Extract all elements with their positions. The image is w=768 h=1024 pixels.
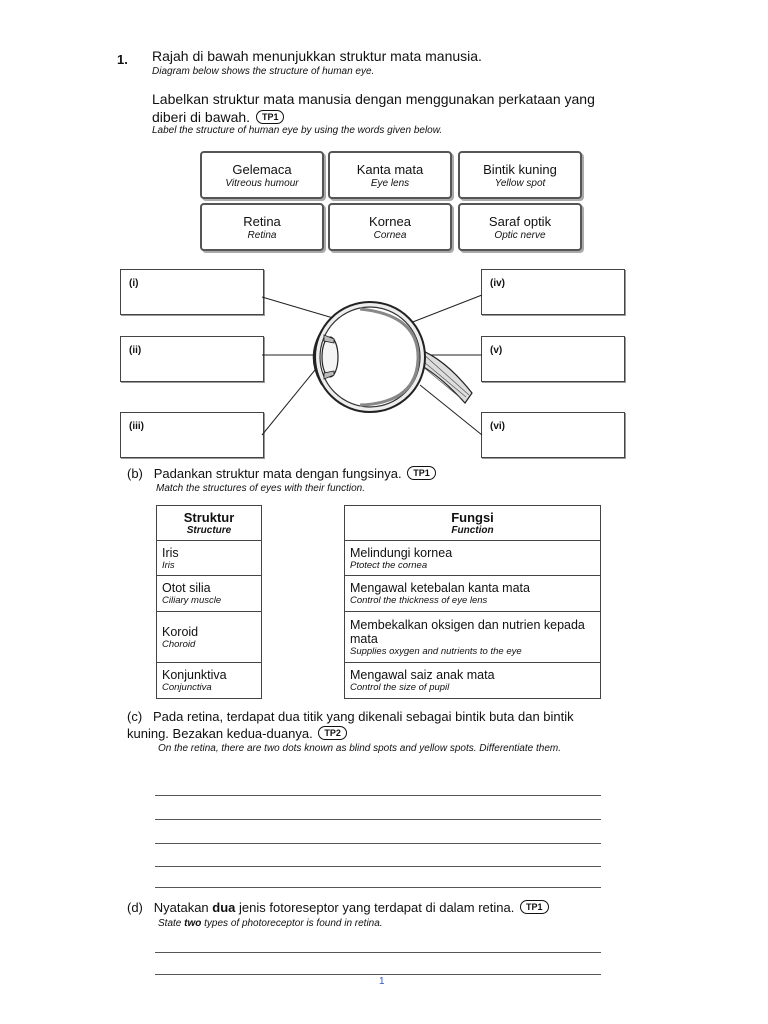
part-b-label: (b) [127, 466, 143, 481]
part-d-text-english [158, 918, 383, 929]
function-cell[interactable] [345, 663, 601, 699]
intro-text-malay: Rajah di bawah menunjukkan struktur mata manusia. [152, 48, 482, 64]
word-malay: Retina [243, 213, 281, 229]
answer-label: (i) [129, 278, 139, 289]
answer-box-i[interactable] [120, 269, 264, 315]
intro-text-english: Diagram below shows the structure of human eye. [152, 66, 375, 77]
tp-badge: TP1 [520, 900, 549, 914]
structure-malay: Konjunktiva [162, 668, 227, 682]
answer-label: (ii) [129, 345, 142, 356]
part-d-text-before: Nyatakan [153, 900, 209, 915]
answer-line[interactable] [155, 866, 601, 867]
answer-label: (iii) [129, 421, 144, 432]
structure-malay: Iris [162, 545, 179, 560]
answer-line[interactable] [155, 952, 601, 953]
structure-header-english: Structure [186, 525, 232, 536]
part-d-text-after: jenis fotoreseptor yang terdapat di dalam retina. [239, 900, 515, 915]
eye-diagram [260, 285, 485, 445]
structure-header-malay: Struktur [183, 510, 235, 525]
lens-shape [322, 337, 338, 377]
structure-english: Conjunctiva [162, 682, 212, 693]
structure-english: Ciliary muscle [162, 595, 222, 606]
part-d-heading [127, 900, 549, 915]
part-d-label: (d) [127, 900, 143, 915]
word-malay: Kornea [369, 213, 411, 229]
word-english: Vitreous humour [225, 177, 299, 189]
structure-cell[interactable] [157, 663, 262, 699]
structure-header [157, 506, 262, 541]
answer-label: (v) [490, 345, 503, 356]
pointer-line-iii [262, 370, 315, 435]
part-d-text-bold: dua [212, 900, 236, 915]
structure-cell[interactable] [157, 612, 262, 663]
part-b-instruction-english: Match the structures of eyes with their function. [156, 483, 365, 494]
pointer-line-vi [420, 385, 482, 435]
part-a-instruction-text: Labelkan struktur mata manusia dengan menggunakan perkataan yang diberi di bawah. [152, 91, 595, 125]
word-box [328, 151, 452, 199]
structure-malay: Koroid [162, 624, 199, 639]
function-malay: Melindungi kornea [350, 545, 453, 560]
structure-table [156, 505, 262, 699]
part-a-instruction-malay [152, 90, 627, 126]
function-table [344, 505, 601, 699]
tp-badge: TP2 [318, 726, 347, 740]
part-c-heading [127, 708, 607, 742]
function-english: Control the size of pupil [350, 682, 450, 693]
part-d-english-bold: two [184, 918, 202, 929]
answer-label: (iv) [490, 278, 505, 289]
word-box [328, 203, 452, 251]
part-d-english-after: types of photoreceptor is found in retina. [204, 918, 383, 929]
function-malay: Membekalkan oksigen dan nutrien kepada mata [350, 617, 585, 646]
word-box [200, 151, 324, 199]
page-number: 1 [379, 976, 385, 987]
part-c-text-english: On the retina, there are two dots known as blind spots and yellow spots. Differentiate them. [158, 743, 561, 754]
part-c-text: Pada retina, terdapat dua titik yang dikenali sebagai bintik buta dan bintik kuning. Bezakan kedua-duanya. [127, 709, 574, 741]
answer-line[interactable] [155, 974, 601, 975]
answer-line[interactable] [155, 795, 601, 796]
function-cell[interactable] [345, 612, 601, 663]
word-english: Optic nerve [494, 229, 546, 241]
function-cell[interactable] [345, 541, 601, 576]
structure-cell[interactable] [157, 576, 262, 612]
function-cell[interactable] [345, 576, 601, 612]
function-english: Ptotect the cornea [350, 559, 428, 571]
function-malay: Mengawal saiz anak mata [350, 668, 495, 682]
word-malay: Saraf optik [488, 213, 552, 229]
answer-box-vi[interactable] [481, 412, 625, 458]
answer-line[interactable] [155, 843, 601, 844]
structure-english: Choroid [162, 638, 196, 650]
function-english: Control the thickness of eye lens [350, 595, 488, 606]
pointer-line-iv [405, 295, 482, 325]
answer-box-iv[interactable] [481, 269, 625, 315]
answer-line[interactable] [155, 887, 601, 888]
structure-malay: Otot silia [162, 581, 211, 595]
part-a-instruction-english: Label the structure of human eye by using the words given below. [152, 125, 443, 136]
tp-badge: TP1 [256, 110, 285, 124]
word-box [458, 151, 582, 199]
answer-box-iii[interactable] [120, 412, 264, 458]
answer-line[interactable] [155, 819, 601, 820]
part-b-heading [127, 466, 436, 481]
word-malay: Bintik kuning [483, 161, 557, 177]
answer-label: (vi) [490, 421, 505, 432]
function-header-english: Function [451, 525, 494, 536]
word-english: Yellow spot [494, 177, 546, 189]
part-d-english-before: State [158, 918, 182, 929]
function-header-malay: Fungsi [451, 510, 494, 525]
function-english: Supplies oxygen and nutrients to the eye [350, 645, 522, 657]
word-malay: Gelemaca [232, 161, 292, 177]
word-malay: Kanta mata [356, 161, 424, 177]
word-english: Eye lens [370, 177, 410, 189]
function-header [345, 506, 601, 541]
part-c-label: (c) [127, 709, 143, 724]
function-malay: Mengawal ketebalan kanta mata [350, 581, 530, 595]
tp-badge: TP1 [407, 466, 436, 480]
answer-box-v[interactable] [481, 336, 625, 382]
word-box [200, 203, 324, 251]
part-b-instruction: Padankan struktur mata dengan fungsinya. [153, 466, 402, 481]
word-english: Retina [247, 229, 277, 241]
answer-box-ii[interactable] [120, 336, 264, 382]
structure-cell[interactable] [157, 541, 262, 576]
structure-english: Iris [162, 559, 175, 571]
word-box [458, 203, 582, 251]
question-number: 1. [117, 52, 128, 67]
word-english: Cornea [373, 229, 407, 241]
